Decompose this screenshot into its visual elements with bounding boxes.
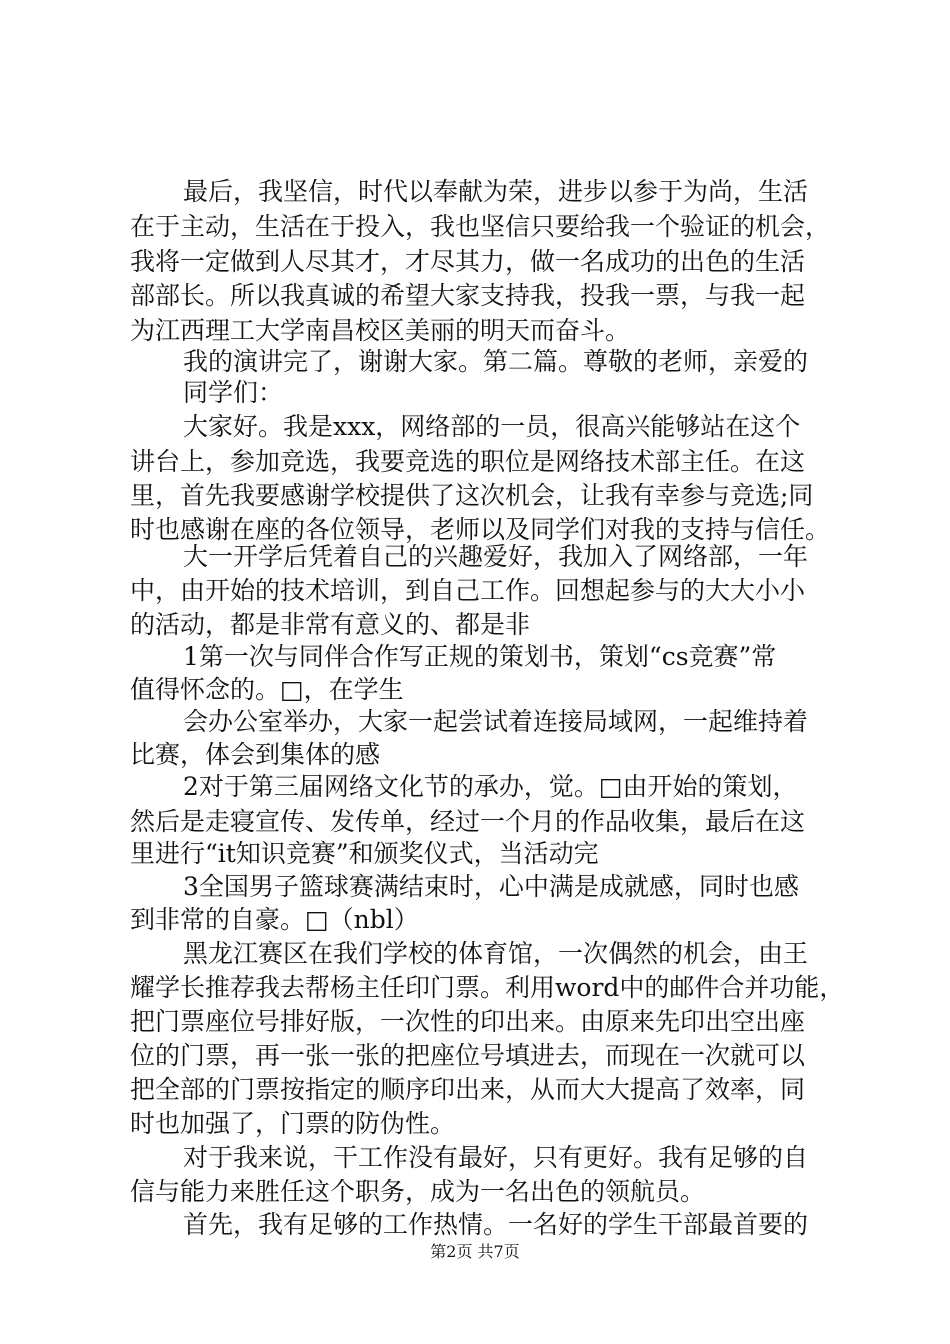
text-line: 1第一次与同伴合作写正规的策划书，策划“cs竞赛”常 [183,642,777,671]
text-line: 时也加强了，门票的防伪性。 [130,1109,456,1138]
text-line: 比赛，体会到集体的感 [130,740,381,769]
text-line: 大一开学后凭着自己的兴趣爱好，我加入了网络部，一年 [183,542,809,571]
text-line: 里，首先我要感谢学校提供了这次机会，让我有幸参与竞选;同 [130,481,814,510]
text-line: 首先，我有足够的工作热情。一名好的学生干部最首要的 [183,1210,809,1239]
text-line: 3全国男子篮球赛满结束时，心中满是成就感，同时也感 [183,872,799,901]
text-line: 的活动，都是非常有意义的、都是非 [130,610,531,639]
text-line: 值得怀念的。□，在学生 [130,675,404,704]
text-line: 时也感谢在座的各位领导，老师以及同学们对我的支持与信任。 [130,515,831,544]
text-line: 为江西理工大学南昌校区美丽的明天而奋斗。 [130,316,631,345]
text-line: 在于主动，生活在于投入，我也坚信只要给我一个验证的机会， [130,212,831,241]
text-line: 会办公室举办，大家一起尝试着连接局域网，一起维持着 [183,707,809,736]
text-line: 同学们： [183,378,284,407]
text-line: 讲台上，参加竞选，我要竞选的职位是网络技术部主任。在这 [130,447,806,476]
text-line: 位的门票，再一张一张的把座位号填进去，而现在一次就可以 [130,1041,806,1070]
text-line: 信与能力来胜任这个职务，成为一名出色的领航员。 [130,1177,706,1206]
page-footer: 第2页 共7页 [430,1242,520,1261]
text-line: 里进行“it知识竞赛”和颁奖仪式，当活动完 [130,839,599,868]
text-line: 然后是走寝宣传、发传单，经过一个月的作品收集，最后在这 [130,807,806,836]
text-line: 大家好。我是xxx，网络部的一员，很高兴能够站在这个 [183,412,801,441]
text-line: 把门票座位号排好版，一次性的印出来。由原来先印出空出座 [130,1007,806,1036]
text-line: 把全部的门票按指定的顺序印出来，从而大大提高了效率，同 [130,1075,806,1104]
text-line: 我的演讲完了，谢谢大家。第二篇。尊敬的老师，亲爱的 [183,347,809,376]
text-line: 部部长。所以我真诚的希望大家支持我，投我一票，与我一起 [130,281,806,310]
text-line: 对于我来说，干工作没有最好，只有更好。我有足够的自 [183,1143,809,1172]
text-line: 2对于第三届网络文化节的承办，觉。□由开始的策划， [183,772,798,801]
text-line: 我将一定做到人尽其才，才尽其力，做一名成功的出色的生活 [130,247,806,276]
text-line: 黑龙江赛区在我们学校的体育馆，一次偶然的机会，由王 [183,939,809,968]
text-line: 最后，我坚信，时代以奉献为荣，进步以参于为尚，生活 [183,177,809,206]
text-line: 耀学长推荐我去帮杨主任印门票。利用word中的邮件合并功能， [130,973,845,1002]
text-line: 到非常的自豪。□（nbl） [130,905,419,934]
text-line: 中，由开始的技术培训，到自己工作。回想起参与的大大小小 [130,576,806,605]
